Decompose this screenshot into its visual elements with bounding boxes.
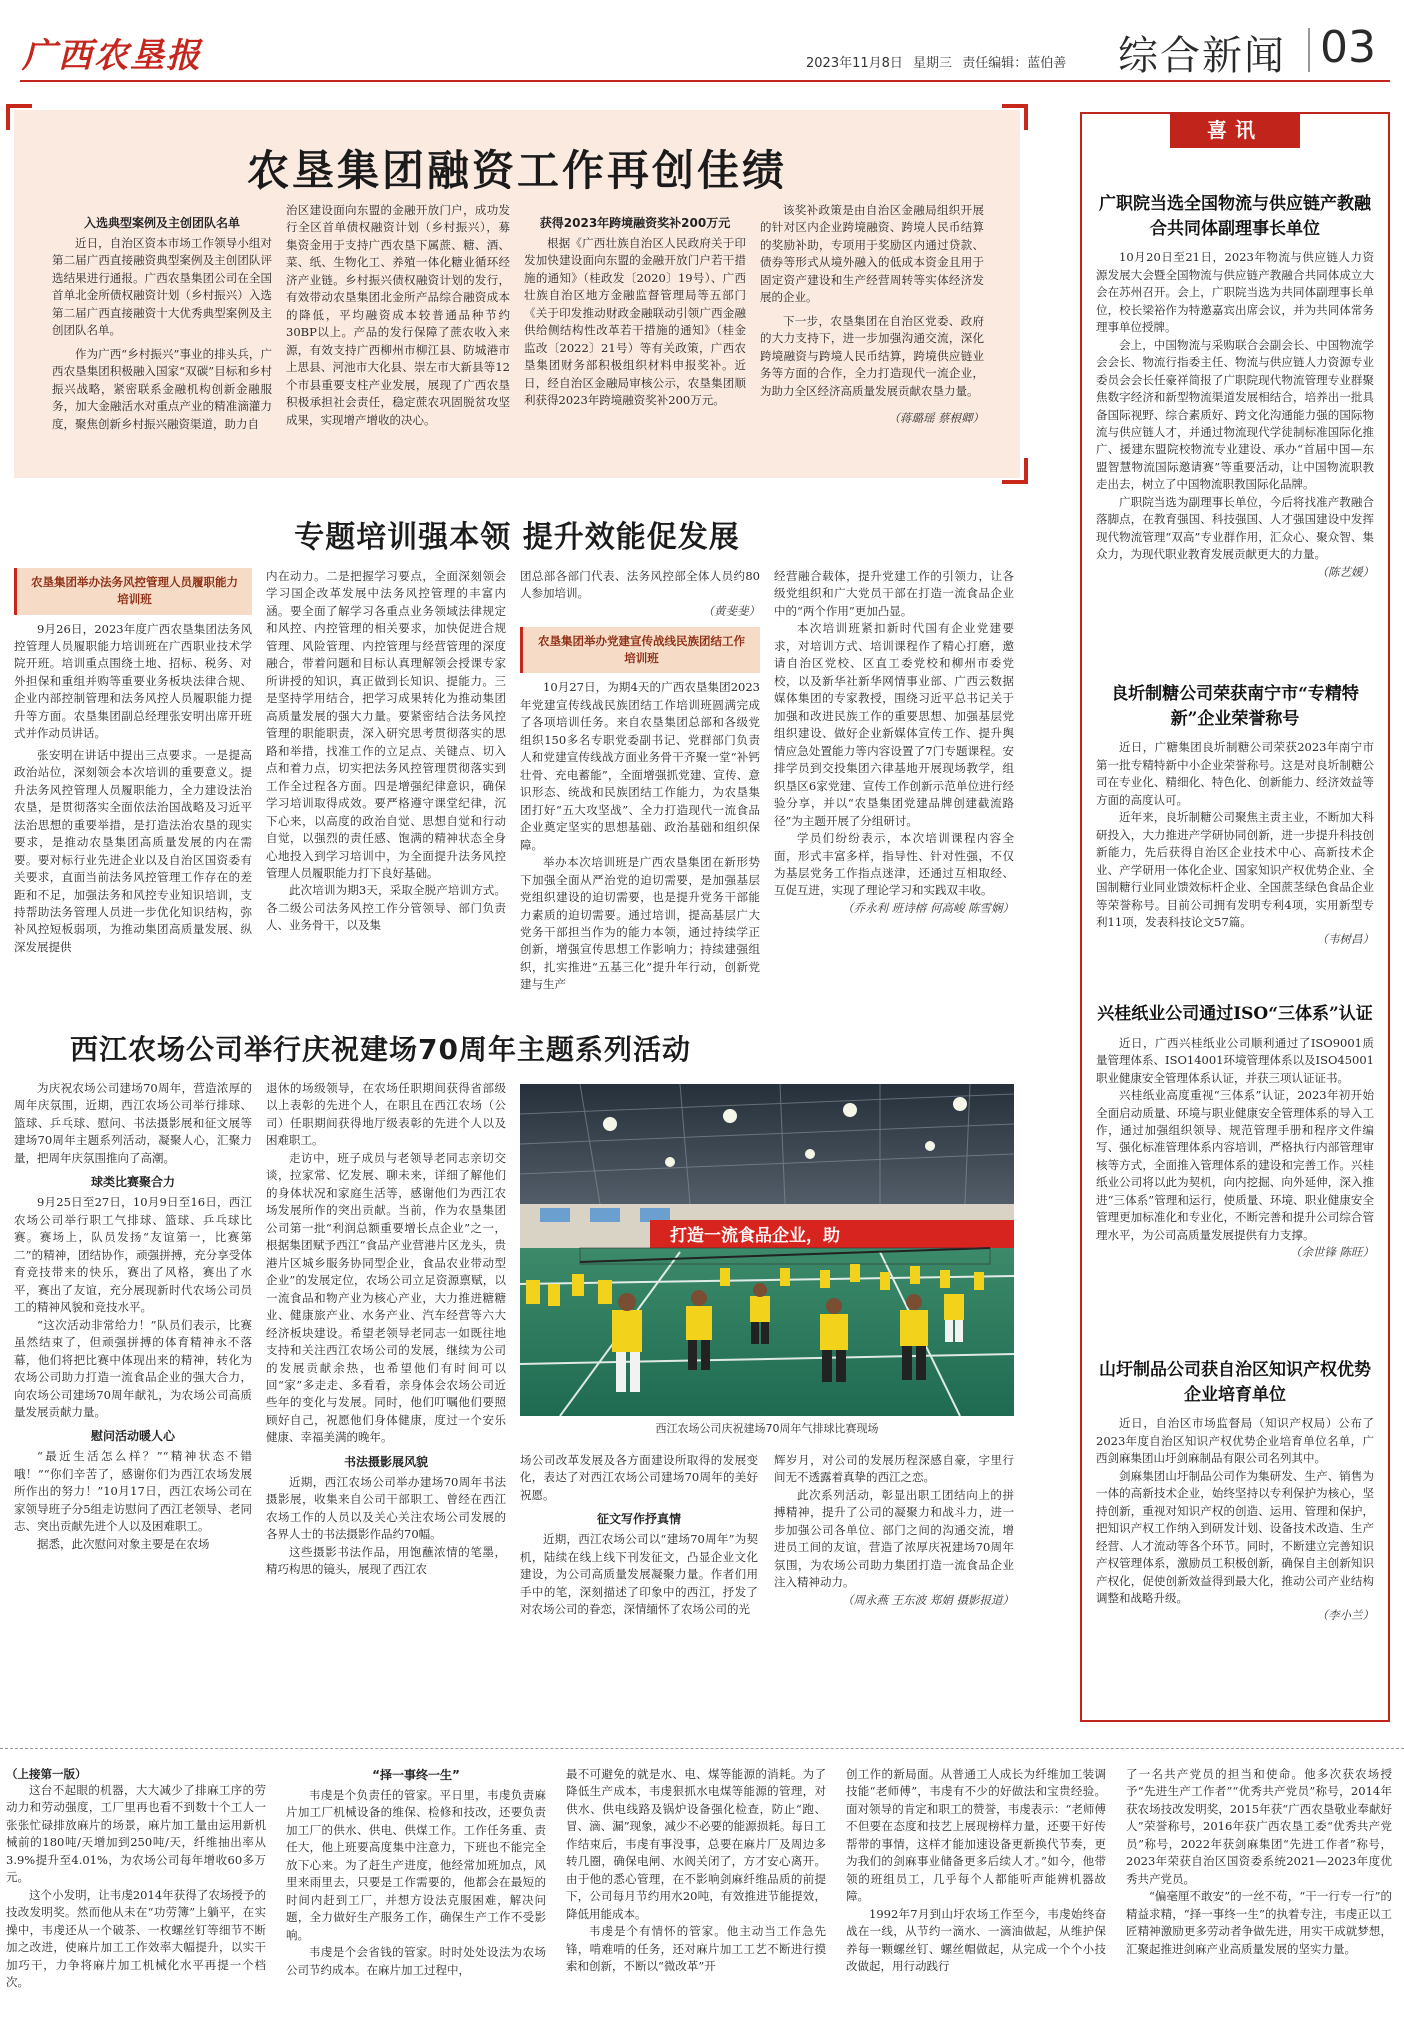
section-divider: [1308, 28, 1310, 72]
ceiling: [520, 1084, 1014, 1224]
xijiang-article: [14, 1020, 1020, 1720]
wall-windows: [540, 1208, 670, 1222]
lead-col-1: [52, 208, 272, 433]
continuation-paragraph: 韦虔是个有情怀的管家。他主动当工作急先锋，啃难啃的任务，还对麻片加工工艺不断进行摸索和创新，不断以“微改革”开: [566, 1924, 826, 1974]
training-col-4: [774, 568, 1014, 916]
continuation-paragraph: 创工作的新局面。从普通工人成长为纤维加工装调技能“老师傅”，韦虔有不少的好做法和宝贵经验。面对领导的肯定和职工的赞誉，韦虔表示：“老师傅不但要在态度和技艺上展现榜样力量，还要干好传帮带的事情，这样才能加速设备更新换代节奏，更为我们的剑麻事业储备更多后续人才。”如今，他带领的班组员工，几乎每个人都能听声能辨机器故障。: [846, 1767, 1106, 1904]
xijiang-paragraph: 此次系列活动，彰显出职工团结向上的拼搏精神，提升了公司的凝聚力和战斗力，进一步加强公司各单位、部门之间的沟通交流，增进员工间的友谊，营造了浓厚庆祝建场70周年氛围，为农场公司助力集团打造一流食品企业注入精神动力。: [774, 1487, 1014, 1590]
continuation-paragraph: 韦虔是个会省钱的管家。时时处处设法为农场公司节约成本。在麻片加工过程中，: [286, 1945, 546, 1977]
training-subhead-1-box: [14, 568, 252, 615]
continuation-col-4: [846, 1766, 1106, 1976]
xijiang-paragraph: “最近生活怎么样？”“精神状态不错哦！”“你们辛苦了，感谢你们为西江农场发展所作出的努力！”10月17日，西江农场公司在家领导班子分5组走访慰问了西江老领导、老同志、突出贡献先进个人以及困难职工。: [14, 1449, 252, 1534]
sidebar-banner-text: 喜讯: [1207, 118, 1263, 142]
news-headline: 山圩制品公司获自治区知识产权优势企业培育单位: [1099, 1360, 1371, 1405]
news-paragraph: 近年来，良圻制糖公司聚焦主责主业，不断加大科研投入，大力推进产学研协同创新，进一步提升科技创新能力，先后获得自治区企业技术中心、高新技术企业、产学研用一体化企业、国家知识产权优势企业、全国制糖行业同业馈效标杆企业、全国蔗茎绿色食品企业等荣誉称号。目前公司拥有发明专利4项，实用新型专利11项，发表科技论文57篇。: [1096, 810, 1374, 929]
lead-subhead-1: 入选典型案例及主创团队名单: [83, 216, 240, 230]
training-col-2: [266, 568, 506, 935]
continuation-rule: [0, 1748, 1404, 1749]
training-paragraph: 张安明在讲话中提出三点要求。一是提高政治站位，深刻领会本次培训的重要意义。提升法务风控管理人员履职能力，全力建设法治农垦，是贯彻落实全面依法治国战略及习近平法治思想的重要举措，是打造法治农垦的现实要求，是推动农垦集团高质量发展的内在需要。要对标行业先进企业以及自治区国资委有关要求，直面当前法务风控管理工作存在的差距和不足，加强法务和风控专业知识培训，支持帮助法务管理人员进一步优化知识结构，弥补风控短板弱项，为推动集团高质量发展、纵深发展提供: [14, 747, 252, 954]
xijiang-col-3: [520, 1452, 758, 1619]
lead-paragraph: 近日，自治区资本市场工作领导小组对第二届广西直接融资典型案例及主创团队评选结果进行通报。广西农垦集团公司在全国首单北金所债权融资计划（乡村振兴）入选第二届广西直接融资十大优秀典型案例及主创团队名单。: [52, 236, 272, 338]
training-paragraph: 10月27日，为期4天的广西农垦集团2023年党建宣传线战民族团结工作培训班圆满完成了各项培训任务。来自农垦集团总部和各级党组织150多名专职党委副书记、党群部门负责人和党建宣传线战方面业务骨干齐聚一堂“补钙壮骨、充电蓄能”，全面增强抓党建、宣传、意识形态、统战和民族团结工作能力，为农垦集团打好“五大攻坚战”、全力打造现代一流食品企业奠定坚实的思想基础、政治基础和组织保障。: [520, 680, 760, 852]
continuation-strip: [6, 1766, 1398, 2018]
continued-from-label: （上接第一版）: [6, 1767, 87, 1781]
sidebar-news-4: [1096, 1358, 1374, 1623]
continuation-col-3: [566, 1766, 826, 1976]
continuation-paragraph: 这个小发明，让韦虔2014年获得了农场授予的技改发明奖。然而他从未在“功劳簿”上躺平，在实操中，韦虔还从一个破茶、一枚螺丝钉等细节不断加之改进，使麻片加工工作效率大幅提升，以实干加巧干，力争将麻片加工机械化水平再提一个档次。: [6, 1887, 266, 1990]
lead-article: [14, 110, 1020, 478]
news-paragraph: 近日，自治区市场监督局（知识产权局）公布了2023年度自治区知识产权优势企业培育单位名单，广西剑麻集团山圩剑麻制品有限公司名列其中。: [1096, 1416, 1374, 1466]
continuation-paragraph: 最不可避免的就是水、电、煤等能源的消耗。为了降低生产成本，韦虔狠抓水电煤等能源的管理，对供水、供电线路及锅炉设备强化检查，防止“跑、冒、滴、漏”现象，减少不必要的能源损耗。每日工作结束后，韦虔有事没事，总要在麻片厂及周边多转几圈，确保电闸、水阀关闭了，方才安心离开。由于他的悉心管理，在不影响剑麻纤维品质的前提下，公司每月节约用水20吨，有效推进节能提效，降低用能成本。: [566, 1767, 826, 1921]
byline: （周永燕 王东波 郑娟 摄影报道）: [842, 1592, 1014, 1607]
xijiang-paragraph: 近期，西江农场公司举办建场70周年书法摄影展，收集来自公司干部职工、曾经在西江农场工作的人员以及关心关注农场公司发展的各界人士的书法摄影作品约70幅。: [266, 1474, 506, 1542]
lead-paragraph: 作为广西“乡村振兴”事业的排头兵，广西农垦集团积极融入国家“双碳”目标和乡村振兴战略，紧密联系金融机构创新金融服务，加大金融活水对重点产业的精准滴灌力度，聚焦创新乡村振兴融资渠道，助力自: [52, 346, 272, 431]
training-paragraph: 举办本次培训班是广西农垦集团在新形势下加强全面从严治党的迫切需要，是加强基层党组织建设的迫切需要，也是提升党务干部能力素质的迫切需要。通过培训，提高基层广大党务干部担当作为的能力本领，通过持续学正创新，增强宣传思想工作影响力；持续建强组织，扎实推进“五基三化”提升年行动，创新党建与生产: [520, 855, 760, 992]
masthead-meta: [806, 52, 1066, 71]
training-paragraph: 团总部各部门代表、法务风控部全体人员约80人参加培训。: [520, 569, 760, 601]
section-name: 综合新闻: [1118, 33, 1286, 79]
xijiang-title: 西江农场公司举行庆祝建场70周年主题系列活动: [70, 1033, 691, 1066]
frame-corner-br: [1002, 458, 1028, 484]
xijiang-paragraph: 据悉，此次慰问对象主要是在农场: [37, 1536, 210, 1551]
xijiang-paragraph: 辉岁月，对公司的发展历程深感自豪，字里行间无不透露着真挚的西江之恋。: [774, 1453, 1014, 1485]
lead-paragraph: 治区建设面向东盟的金融开放门户，成功发行全区首单债权融资计划（乡村振兴），募集资金用于支持广西农垦下属蔗、糖、酒、菜、纸、生物化工、养殖一体化糖业循环经济产业链。乡村振兴债权融资计划的发行，有效带动农垦集团北金所产品综合融资成本的降低，平均融资成本较普通品种节约30BP以上。产品的发行保障了蔗农收入来源，有效支持广西柳州市柳江县、防城港市上思县、河池市大化县、崇左市大新县等12个市县重要支柱产业发展，展现了广西农垦积极承担社会责任，稳定蔗农巩固脱贫攻坚成果，实现增产增收的决心。: [286, 203, 510, 427]
sidebar-news-1: [1096, 192, 1374, 580]
news-paragraph: 会上，中国物流与采购联合会副会长、中国物流学会会长、物流行指委主任、物流与供应链人力资源专业委员会会长任豪祥简报了广职院现代物流管理专业群聚焦数字经济和新型物流渠道发展相结合，培养出一批具备国际视野、综合素质好、跨文化沟通能力强的国际物流与供应链人才，并通过物流现代学徒制标准国际化推广、援建东盟院校物流专业建设、承办“首届中国—东盟智慧物流国际邀请赛”等重要活动，让中国物流职教走出去，树立了中国物流职教国际化品牌。: [1096, 337, 1374, 492]
news-paragraph: 近日，广糖集团良圻制糖公司荣获2023年南宁市第一批专精特新中小企业荣誉称号。这是对良圻制糖公司在专业化、精细化、特色化、创新能力、经济效益等方面的高度认可。: [1096, 740, 1374, 807]
byline: （陈艺媛）: [1316, 564, 1374, 579]
training-paragraph: 内在动力。二是把握学习要点，全面深刻领会学习国企改革发展中法务风控管理的丰富内涵。要全面了解学习各重点业务领域法律规定和风控、内控管理的相关要求，加快促进合规管理、风险管理、内控管理与经营管理的深度融合，带着问题和目标认真理解领会授课专家所讲授的知识，真正做到长知识、提能力。三是坚持学用结合，把学习成果转化为推动集团高质量发展的强大力量。要紧密结合法务风控管理的职能职责，深入研究思考贯彻落实的思路和举措，找准工作的立足点、关键点、切入点和着力点，切实把法务风控管理贯彻落实到工作全过程各方面。四是增强纪律意识，确保学习培训取得成效。要严格遵守课堂纪律，沉下心来，以高度的政治自觉、思想自觉和行动自觉，以强烈的责任感、饱满的精神状态全身心地投入到学习培训中，为全面提升法务风控管理人员履职能力打下良好基础。: [266, 569, 506, 880]
continuation-subhead: “择一事终一生”: [372, 1768, 460, 1782]
sidebar-news-2: [1096, 682, 1374, 947]
xijiang-paragraph: 为庆祝农场公司建场70周年，营造浓厚的周年庆氛围，近期，西江农场公司举行排球、篮球、乒乓球、慰问、书法摄影展和征文展等建场70周年主题系列活动，凝聚人心，汇聚力量，把周年庆氛围推向了高潮。: [14, 1081, 252, 1165]
good-news-sidebar: [1080, 112, 1390, 1722]
continuation-col-5: [1126, 1766, 1392, 1958]
lead-paragraph: 该奖补政策是由自治区金融局组织开展的针对区内企业跨境融资、跨境人民币结算的奖励补助，专项用于奖励区内通过贷款、债券等形式从境外融入的低成本资金且用于固定资产建设和生产经营周转等实体经济发展的企业。: [760, 203, 984, 305]
byline: （黄斐斐）: [702, 603, 760, 618]
frame-corner-tr: [1002, 104, 1028, 130]
training-subhead-2: 农垦集团举办党建宣传战线民族团结工作培训班: [538, 633, 745, 666]
news-paragraph: 近日，广西兴桂纸业公司顺利通过了ISO9001质量管理体系、ISO14001环境管理体系以及ISO45001职业健康安全管理体系认证，并获三项认证证书。: [1096, 1035, 1374, 1085]
xijiang-col-2: [266, 1080, 506, 1579]
byline: （蒋璐瑶 蔡根卿）: [888, 411, 984, 426]
byline: （韦树昌）: [1316, 932, 1374, 947]
frame-corner-tl: [6, 104, 32, 130]
training-paragraph: 经营融合载体，提升党建工作的引领力，让各级党组织和广大党员干部在打造一流食品企业中的“两个作用”更加凸显。: [774, 569, 1014, 618]
training-paragraph: 此次培训为期3天，采取全脱产培训方式。各二级公司法务风控工作分管领导、部门负责人、业务骨干，以及集: [266, 883, 506, 933]
continuation-paragraph: 1992年7月到山圩农场工作至今，韦虔始终奋战在一线，从节约一滴水、一滴油做起，从维护保养每一颗螺丝钉、螺丝帽做起，从完成一个个小技改做起，用行动践行: [846, 1906, 1106, 1974]
training-subhead-2-box: [520, 627, 760, 674]
page-number: 03: [1320, 22, 1376, 73]
news-headline: 广职院当选全国物流与供应链产教融合共同体副理事长单位: [1099, 194, 1371, 239]
xijiang-paragraph: 场公司改革发展及各方面建设所取得的发展变化，表达了对西江农场公司建场70周年的美好祝愿。: [520, 1453, 758, 1502]
lead-paragraph: 根据《广西壮族自治区人民政府关于印发加快建设面向东盟的金融开放门户若干措施的通知》（桂政发〔2020〕19号）、广西壮族自治区地方金融监督管理局等五部门《关于印发推动财政金融联动引领广西金融供给侧结构性改革若干措施的通知》（桂金监改〔2022〕21号）等有关政策，广西农垦集团财务部积极组织材料申报奖补。近日，经自治区金融局审核公示，农垦集团顺利获得2023年跨境融资奖补200万元。: [524, 236, 746, 408]
byline: （李小兰）: [1316, 1608, 1374, 1623]
training-title: 专题培训强本领 提升效能促发展: [294, 520, 740, 555]
photo-illustration: [520, 1084, 1014, 1416]
lead-col-3: [524, 208, 746, 410]
continuation-paragraph: 韦虔是个负责任的管家。平日里，韦虔负责麻片加工厂机械设备的维保、检修和技改，还要负责加工厂的供水、供电、供煤工作。工作任务重、责任大，他上班要高度集中注意力，下班也不能完全放下心来。为了赶生产进度，他经常加班加点，风里来雨里去，只要是工作需要的，他都会在最短的时间内赶到工厂，并想方设法克服困难，解决问题，全力做好生产服务工作，确保生产工作不受影响。: [286, 1788, 546, 1942]
xijiang-col-1: [14, 1080, 252, 1553]
lead-subhead-2: 获得2023年跨境融资奖补200万元: [539, 216, 731, 230]
training-paragraph: 本次培训班紧扣新时代国有企业党建要求，对培训方式、培训课程作了精心打磨，邀请自治区党校、区直工委党校和柳州市委党校，以及新华社新华网情事业部、广西云数据媒体集团的专家教授，围绕习近平总书记关于加强和改进民族工作的重要思想、加强基层党组织建设、做好企业新媒体宣传工作、提升舆情应急处置能力等内容设置了7门专题课程。安排学员到交投集团六律基地开展现场教学，组织垦区6家党建、宣传工作创新示范单位进行经验分享，并以“农垦集团党建品牌创建截流路径”为主题开展了分组研讨。: [774, 621, 1014, 828]
xijiang-paragraph: 9月25日至27日，10月9日至16日，西江农场公司举行职工气排球、篮球、乒乓球比赛。赛场上，队员发扬“友谊第一，比赛第二”的精神，团结协作，顽强拼搏，充分享受体育竞技带来的快乐，赛出了风格，赛出了水平，赛出了友谊，充分展现新时代农场公司员工的精神风貌和竞技水平。: [14, 1195, 252, 1315]
xijiang-subhead: 书法摄影展风貌: [343, 1454, 428, 1469]
training-col-3: [520, 568, 760, 994]
continuation-col-1: [6, 1766, 266, 1992]
training-paragraph: 9月26日，2023年度广西农垦集团法务风控管理人员履职能力培训班在广西职业技术学院开班。培训重点围绕土地、招标、税务、对外担保和重组并购等重要业务板块法律合规、企业内部控制管理和法务风控人员履职能力提升等方面。农垦集团副总经理张安明出席开班式并作动员讲话。: [14, 621, 252, 741]
byline: （余世锋 陈旺）: [1289, 1245, 1374, 1260]
continuation-paragraph: 这台不起眼的机器，大大减少了排麻工序的劳动力和劳动强度，工厂里再也看不到数十个工人一张张忙碌排放麻片的场景，麻片加工量由运用新机械前的180吨/天增加到250吨/天，纤维抽出率从3.9%提升至4.01%，为农场公司每年增收60多万元。: [6, 1783, 266, 1885]
news-paragraph: 广职院当选为副理事长单位，今后将找准产教融合落脚点，在教育强国、科技强国、人才强国建设中发挥现代物流管理“双高”专业群作用，汇众心、聚众智、集众力，为现代职业教育发展贡献更大的力量。: [1096, 494, 1374, 562]
xijiang-paragraph: 走访中，班子成员与老领导老同志亲切交谈，拉家常、忆发展、聊未来，详细了解他们的身体状况和家庭生活等，感谢他们为西江农场发展所作的突出贡献。当前，作为农垦集团公司第一批“利润总额重要增长点企业”之一，根据集团赋予西江“食品产业营港片区龙头，贵港片区城乡服务协同型企业，食品农业带动型企业”的发展定位，农场公司立足资源禀赋，以一流食品和物产业为核心产业，大力推进糖糖业、健康旅产业、水务产业、汽车经营等六大经济板块建设。希望老领导老同志一如既往地支持和关注西江农场公司的发展，继续为公司的发展贡献余热，也希望他们有时间可以回“家”多走走、多看看，亲身体会农场公司近些年的变化与发展。同时，他们叮嘱他们要照顾好自己，祝愿他们身体健康，度过一个安乐健康、幸福美满的晚年。: [266, 1150, 506, 1445]
training-subhead-1: 农垦集团举办法务风控管理人员履职能力培训班: [31, 575, 238, 607]
volleyball-photo: [520, 1084, 1014, 1440]
xijiang-col-4: [774, 1452, 1014, 1608]
paper-name: 广西农垦报: [22, 36, 202, 76]
news-paragraph: 10月20日至21日，2023年物流与供应链人力资源发展大会暨全国物流与供应链产教融合共同体成立大会在苏州召开。会上，广职院当选为共同体副理事长单位，校长梁裕作为特邀嘉宾出席会议，并为共同体常务理事单位授牌。: [1096, 250, 1374, 335]
continuation-paragraph: 了一名共产党员的担当和使命。他多次获农场授予“先进生产工作者”“优秀共产党员”称号，2014年获农场技改发明奖，2015年获“广西农垦敬业奉献好人”荣誉称号，2016年获广西农垦工委“优秀共产党员”称号，2022年获剑麻集团“先进工作者”称号，2023年荣获自治区国资委系统2021—2023年度优秀共产党员。: [1126, 1767, 1392, 1886]
masthead-rule: [20, 80, 1390, 82]
photo-caption: 西江农场公司庆祝建场70周年气排球比赛现场: [655, 1422, 879, 1435]
continuation-col-2: [286, 1766, 546, 1979]
sidebar-news-3: [1096, 1002, 1374, 1260]
editor-label: 责任编辑：: [962, 56, 1028, 71]
lead-col-4: [760, 202, 984, 426]
news-headline: 良圻制糖公司荣获南宁市“专精特新”企业荣誉称号: [1111, 684, 1359, 729]
lead-title: 农垦集团融资工作再创佳绩: [246, 146, 787, 195]
weekday: 星期三: [913, 56, 953, 71]
xijiang-subhead: 球类比赛聚合力: [90, 1175, 175, 1190]
xijiang-paragraph: 近期，西江农场公司以“建场70周年”为契机，陆续在线上线下刊发征文，凸显企业文化建设，为公司高质量发展凝聚力量。作者们用手中的笔，深刻描述了印象中的西江，抒发了对农场公司的眷恋，深情缅怀了农场公司的光: [520, 1532, 758, 1617]
news-paragraph: 剑麻集团山圩制品公司作为集研发、生产、销售为一体的高新技术企业，始终坚持以专利保护为核心，坚持创新，重视对知识产权的创造、运用、管理和保护，把知识产权工作纳入到研发计划、设备技术改造、生产经营、人才流动等各个环节。同时，不断建立完善知识产权管理体系，激励员工积极创新，确保自主创新知识产权化，促使创新效益得到最大化，推动公司产业结构调整和战略升级。: [1096, 1468, 1374, 1605]
training-paragraph: 学员们纷纷表示，本次培训课程内容全面，形式丰富多样，指导性、针对性强，不仅为基层党务工作指点迷津，还通过互相取经、互促互进，实现了理论学习和实践双丰收。: [774, 831, 1014, 898]
xijiang-paragraph: “这次活动非常给力！”队员们表示，比赛虽然结束了，但顽强拼搏的体育精神永不落幕，他们将把比赛中体现出来的精神，转化为农场公司助力打造一流食品企业的强大合力，向农场公司建场70周年献礼，为农场公司高质量发展贡献力量。: [14, 1317, 252, 1419]
sidebar-banner: [1170, 112, 1300, 148]
xijiang-paragraph: 这些摄影书法作品，用饱蘸浓情的笔墨，精巧构思的镜头，展现了西江农: [266, 1544, 506, 1577]
xijiang-subhead: 征文写作抒真情: [596, 1512, 681, 1527]
news-paragraph: 兴桂纸业高度重视“三体系”认证，2023年初开始全面启动质量、环境与职业健康安全管理体系的导入工作，通过加强组织领导、规范管理手册和程序文件编写、强化标准管理体系内容培训，严格执行内部管理审核等方式，全面推入管理体系的建设和完善工作。兴桂纸业公司将以此为契机，向内挖掘、向外延伸，深入推进“三体系”管理和运行，使质量、环境、职业健康安全管理更加标准化和专业化，不断完善和提升公司综合管理水平，为公司高质量发展提供有力支撑。: [1096, 1088, 1374, 1242]
training-article: [14, 512, 1020, 1006]
masthead: [0, 0, 1404, 80]
lead-paragraph: 下一步，农垦集团在自治区党委、政府的大力支持下，进一步加强沟通交流，深化跨境融资与跨境人民币结算，跨境供应链业务等方面的合作，全力打造现代一流企业，为助力全区经济高质量发展贡献农垦力量。: [760, 313, 984, 398]
news-headline: 兴桂纸业公司通过ISO“三体系”认证: [1097, 1004, 1373, 1024]
editor-name: 蓝伯善: [1027, 56, 1067, 71]
continuation-paragraph: “偏毫厘不敢安”的一丝不苟，“干一行专一行”的精益求精，“择一事终一生”的执着专注，韦虔正以工匠精神激励更多劳动者争做先进，用实干成就梦想，汇聚起推进剑麻产业高质量发展的坚实力量。: [1126, 1889, 1392, 1956]
lead-col-2: [286, 202, 510, 429]
xijiang-paragraph: 退休的场级领导，在农场任职期间获得省部级以上表彰的先进个人，在职且在西江农场（公司）任职期间获得地厅级表彰的先进个人以及困难职工。: [266, 1081, 506, 1148]
training-col-1: [14, 568, 252, 956]
issue-date: 2023年11月8日: [806, 56, 903, 71]
xijiang-subhead: 慰问活动暖人心: [90, 1429, 175, 1444]
byline: （乔永利 班诗榕 何高峻 陈雪娴）: [842, 900, 1014, 915]
slogan-banner-text: 打造一流食品企业，助: [670, 1226, 840, 1246]
